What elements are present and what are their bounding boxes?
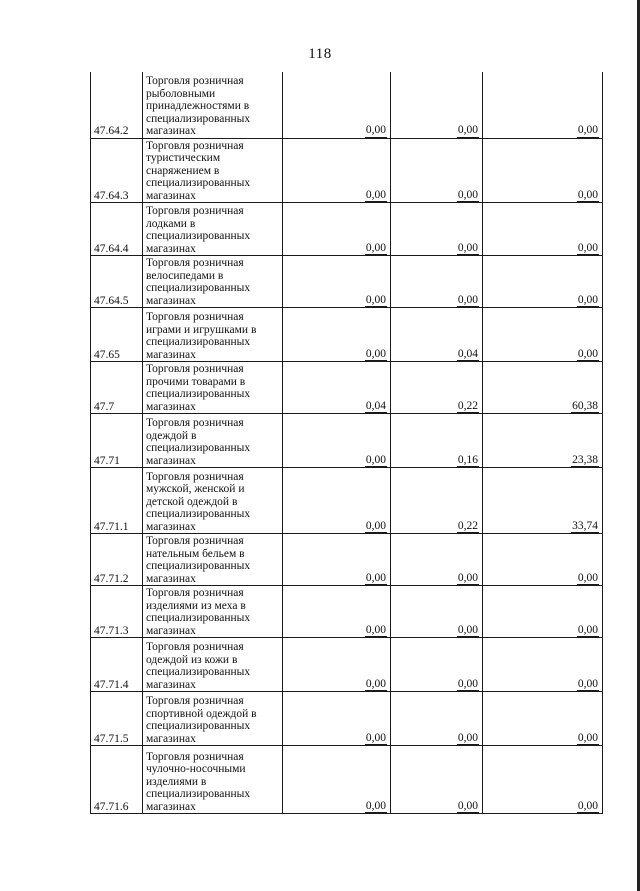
activity-code: 47.71.3 [91,586,143,638]
value-cell-v1 [283,256,391,308]
activity-name [143,72,283,138]
value-cell-v3 [483,72,603,138]
activity-name [143,362,283,414]
value-v2: 0,00 [457,799,478,812]
value-v3: 0,00 [577,571,598,584]
value-v1: 0,00 [365,731,386,744]
value-v3: 0,00 [577,124,598,136]
value-v3: 60,38 [572,399,598,412]
value-cell-v1 [283,746,391,814]
value-cell-v1 [283,638,391,692]
activity-name-line: Торговля розничная [146,139,244,152]
value-cell-v1 [283,692,391,746]
activity-name-line: специализированных [146,388,251,400]
activity-name-line: специализированных [146,720,251,732]
value-v3: 0,00 [577,799,598,812]
activity-name-line: специализированных [146,282,251,294]
activity-name-line: спортивной одеждой в [146,707,257,720]
table-row [91,138,603,203]
activity-name [143,256,283,308]
value-v2: 0,00 [457,677,478,690]
value-cell-v1 [283,586,391,638]
value-cell-v3 [483,746,603,814]
activity-name-line: лодками в [146,217,196,230]
activity-name-line: изделиями в [146,775,207,788]
value-v1: 0,00 [365,453,386,466]
activity-code: 47.71 [91,414,143,468]
value-v1: 0,04 [365,399,386,412]
value-cell-v2 [391,586,483,638]
table-row [91,308,603,362]
activity-name-line: специализированных [146,560,251,572]
activity-name-line: магазинах [146,572,196,585]
value-v1: 0,00 [365,347,386,360]
activity-name-line: магазинах [146,348,196,361]
value-cell-v1 [283,468,391,534]
activity-code: 47.71.5 [91,692,143,746]
value-cell-v3 [483,203,603,256]
table-row [91,362,603,414]
activity-name-line: Торговля розничная [146,417,244,429]
activity-name-line: специализированных [146,788,251,800]
table-body [91,72,603,814]
activity-name-line: Торговля розничная [146,695,244,707]
value-v2: 0,22 [457,399,478,412]
activity-name [143,746,283,814]
table-row [91,534,603,586]
value-cell-v1 [283,308,391,362]
activity-name-line: магазинах [146,800,196,813]
activity-name-line: нательным бельем в [146,547,245,560]
value-v1: 0,00 [365,241,386,254]
value-v3: 0,00 [577,731,598,744]
value-cell-v3 [483,638,603,692]
table-row [91,414,603,468]
activity-code: 47.71.6 [91,746,143,814]
value-v2: 0,00 [457,731,478,744]
value-cell-v1 [283,203,391,256]
activity-code: 47.64.5 [91,256,143,308]
table-row [91,468,603,534]
table-row [91,203,603,256]
activity-name-line: магазинах [146,125,196,137]
value-cell-v2 [391,308,483,362]
activity-name-line: мужской, женской и [146,483,245,495]
activity-name-line: специализированных [146,230,251,242]
activity-code: 47.64.4 [91,203,143,256]
activity-table [90,72,603,814]
value-cell-v3 [483,414,603,468]
activity-name-line: специализированных [146,612,251,624]
table-row [91,256,603,308]
value-v3: 0,00 [577,188,598,201]
value-v3: 0,00 [577,293,598,306]
value-v2: 0,04 [457,347,478,360]
activity-name-line: специализированных [146,442,251,454]
activity-name-line: Торговля розничная [146,535,244,547]
activity-name-line: магазинах [146,454,196,467]
value-v2: 0,00 [457,241,478,254]
value-cell-v2 [391,692,483,746]
value-v2: 0,22 [457,519,478,532]
activity-name-line: снаряжением в [146,164,220,177]
table-row [91,746,603,814]
value-v3: 0,00 [577,347,598,360]
activity-name-line: Торговля розничная [146,311,244,323]
value-cell-v2 [391,534,483,586]
activity-name-line: чулочно-носочными [146,763,246,775]
activity-name-line: магазинах [146,732,196,745]
value-cell-v2 [391,638,483,692]
activity-name-line: специализированных [146,666,251,678]
activity-name-line: Торговля розничная [146,363,244,375]
activity-name-line: детской одеждой в [146,495,238,508]
activity-name [143,138,283,203]
value-cell-v1 [283,414,391,468]
value-v1: 0,00 [365,293,386,306]
value-cell-v3 [483,534,603,586]
value-v3: 0,00 [577,623,598,636]
activity-code: 47.64.2 [91,72,143,138]
activity-name-line: магазинах [146,520,196,533]
activity-name-line: магазинах [146,400,196,413]
activity-name-line: принадлежностями в [146,100,250,112]
table-row [91,638,603,692]
table-row [91,586,603,638]
table-row [91,692,603,746]
activity-name-line: Торговля розничная [146,750,244,763]
activity-name-line: специализированных [146,508,251,520]
value-cell-v3 [483,362,603,414]
activity-name-line: Торговля розничная [146,587,244,599]
activity-code: 47.71.4 [91,638,143,692]
value-v1: 0,00 [365,571,386,584]
activity-name-line: одеждой в [146,429,197,442]
value-cell-v3 [483,256,603,308]
value-cell-v1 [283,72,391,138]
value-v3: 0,00 [577,677,598,690]
activity-name [143,203,283,256]
activity-name [143,308,283,362]
activity-name-line: изделиями из меха в [146,599,246,612]
activity-name-line: Торговля розничная [146,257,244,269]
value-v2: 0,16 [457,453,478,466]
value-v1: 0,00 [365,124,386,136]
value-v2: 0,00 [457,293,478,306]
activity-name-line: рыболовными [146,87,216,100]
activity-name-line: туристическим [146,152,221,164]
value-cell-v1 [283,362,391,414]
value-cell-v2 [391,138,483,203]
page-number: 118 [308,46,332,62]
activity-name-line: Торговля розничная [146,205,244,217]
activity-name-line: магазинах [146,189,196,202]
value-v3: 0,00 [577,241,598,254]
activity-name-line: специализированных [146,177,251,189]
activity-name [143,638,283,692]
activity-name-line: магазинах [146,294,196,307]
activity-name-line: специализированных [146,336,251,348]
value-v1: 0,00 [365,519,386,532]
value-cell-v3 [483,692,603,746]
activity-name-line: прочими товарами в [146,375,246,388]
value-v1: 0,00 [365,188,386,201]
value-v3: 23,38 [572,453,598,466]
value-v1: 0,00 [365,677,386,690]
activity-name [143,468,283,534]
value-cell-v2 [391,468,483,534]
value-cell-v3 [483,468,603,534]
activity-code: 47.64.3 [91,138,143,203]
table-row [91,72,603,138]
value-cell-v1 [283,534,391,586]
activity-name-line: Торговля розничная [146,641,244,653]
value-cell-v2 [391,256,483,308]
value-cell-v2 [391,362,483,414]
value-v2: 0,00 [457,124,478,136]
value-cell-v1 [283,138,391,203]
activity-code: 47.7 [91,362,143,414]
value-v2: 0,00 [457,623,478,636]
activity-name-line: магазинах [146,678,196,691]
value-cell-v3 [483,308,603,362]
value-cell-v2 [391,72,483,138]
value-v2: 0,00 [457,571,478,584]
value-cell-v3 [483,586,603,638]
activity-name-line: Торговля розничная [146,470,244,483]
activity-name-line: Торговля розничная [146,75,244,87]
value-v1: 0,00 [365,623,386,636]
activity-name [143,692,283,746]
value-cell-v2 [391,746,483,814]
value-cell-v3 [483,138,603,203]
activity-name [143,586,283,638]
activity-name-line: одеждой из кожи в [146,653,238,666]
value-v1: 0,00 [365,799,386,812]
activity-code: 47.71.1 [91,468,143,534]
activity-name-line: играми и игрушками в [146,323,257,336]
value-cell-v2 [391,203,483,256]
activity-name-line: магазинах [146,242,196,255]
activity-name [143,414,283,468]
activity-name-line: магазинах [146,624,196,637]
activity-code: 47.65 [91,308,143,362]
activity-name-line: велосипедами в [146,269,224,282]
activity-name [143,534,283,586]
value-v3: 33,74 [572,519,598,532]
activity-name-line: специализированных [146,112,251,125]
value-cell-v2 [391,414,483,468]
activity-code: 47.71.2 [91,534,143,586]
value-v2: 0,00 [457,188,478,201]
